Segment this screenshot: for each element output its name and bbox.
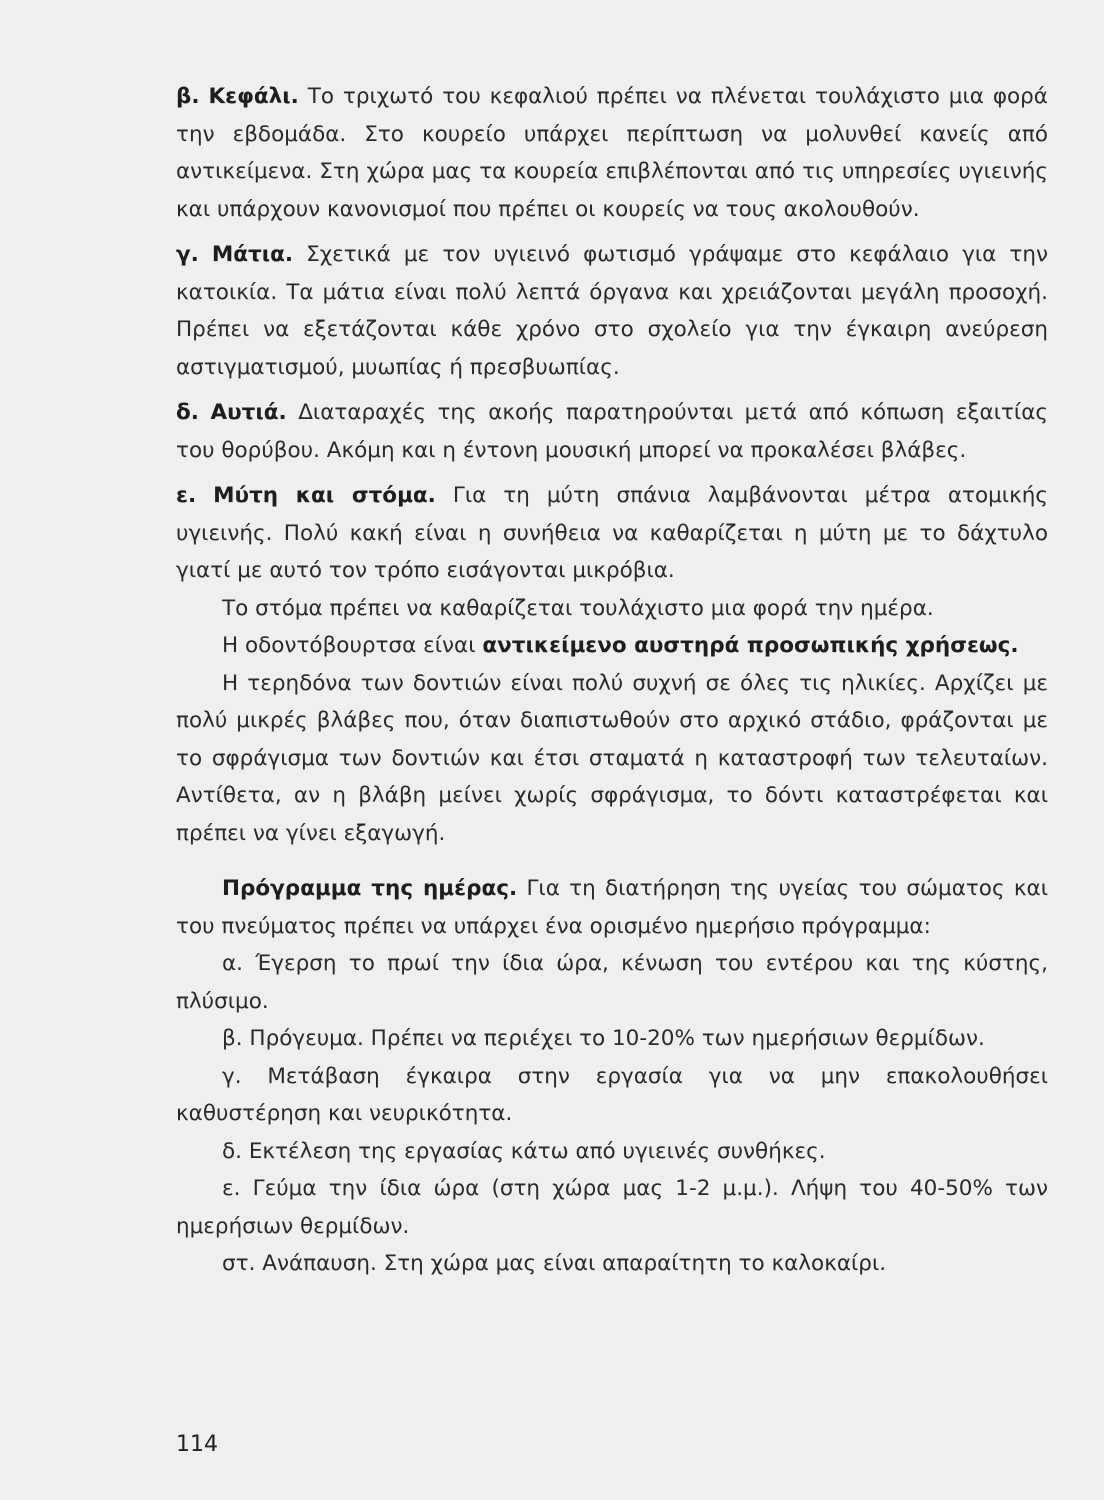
program-item	[176, 1245, 1048, 1283]
section-text: Το τριχωτό του κεφαλιού πρέπει να πλένεται τουλάχιστο μια φορά την εβδομάδα. Στο κουρείο υπάρχει περίπτωση να μολυνθεί κανείς από αντικείμενα. Στη χώρα μας τα κουρεία επιβλέπονται από τις υπηρεσίες υγιεινής και υπάρχουν κανονισμοί που πρέπει οι κουρείς να τους ακολουθούν.	[176, 84, 1048, 222]
section-eyes	[176, 236, 1048, 386]
program-item-text: Γεύμα την ίδια ώρα (στη χώρα μας 1-2 μ.μ.). Λήψη του 40-50% των ημερήσιων θερμίδων.	[176, 1176, 1048, 1239]
mouth-line-1: Το στόμα πρέπει να καθαρίζεται τουλάχιστο μια φορά την ημέρα.	[222, 595, 934, 621]
program-intro-text: Για τη διατήρηση της υγείας του σώματος και του πνεύματος πρέπει να υπάρχει ένα ορισμένο ημερήσιο πρόγραμμα:	[176, 876, 1048, 939]
program-item-marker: στ.	[222, 1251, 256, 1276]
toothbrush-text: Η οδοντόβουρτσα είναι	[222, 633, 476, 658]
section-title: Αυτιά.	[210, 400, 287, 425]
section-marker: β.	[176, 84, 200, 109]
section-ears	[176, 394, 1048, 469]
section-marker: δ.	[176, 400, 199, 425]
program-item-marker: α.	[222, 951, 244, 976]
program-item	[176, 1170, 1048, 1245]
program-item-text: Πρόγευμα. Πρέπει να περιέχει το 10-20% των ημερήσιων θερμίδων.	[249, 1026, 985, 1051]
section-head	[176, 78, 1048, 228]
section-title: Μύτη και στόμα.	[213, 483, 436, 508]
program-intro	[176, 870, 1048, 945]
section-title: Κεφάλι.	[208, 84, 299, 109]
program-item	[176, 945, 1048, 1020]
section-text: Σχετικά με τον υγιεινό φωτισμό γράψαμε στο κεφάλαιο για την κατοικία. Τα μάτια είναι πολύ λεπτά όργανα και χρειάζονται μεγάλη προσοχή. Πρέπει να εξετάζονται κάθε χρόνο στο σχολείο για την έγκαιρη ανεύρεση αστιγματισμού, μυωπίας ή πρεσβυωπίας.	[176, 242, 1048, 380]
toothbrush-emphasis: αντικείμενο αυστηρά προσωπικής χρήσεως.	[482, 633, 1019, 658]
program-item-marker: β.	[222, 1026, 243, 1051]
page-number: 114	[176, 1432, 218, 1457]
section-marker: γ.	[176, 242, 199, 267]
program-item-marker: δ.	[222, 1138, 242, 1164]
program-item	[176, 1133, 1048, 1171]
program-item-marker: ε.	[222, 1176, 241, 1201]
program-item-marker: γ.	[222, 1063, 242, 1089]
program-item-text: Ανάπαυση. Στη χώρα μας είναι απαραίτητη το καλοκαίρι.	[262, 1251, 887, 1276]
section-marker: ε.	[176, 483, 197, 508]
section-text: Για τη μύτη σπάνια λαμβάνονται μέτρα ατομικής υγιεινής. Πολύ κακή είναι η συνήθεια να καθαρίζεται η μύτη με το δάχτυλο γιατί με αυτό τον τρόπο εισάγονται μικρόβια.	[176, 483, 1048, 583]
program-title: Πρόγραμμα της ημέρας.	[222, 876, 518, 901]
program-item-text: Εκτέλεση της εργασίας κάτω από υγιεινές συνθήκες.	[248, 1138, 826, 1164]
program-item-text: Έγερση το πρωί την ίδια ώρα, κένωση του εντέρου και της κύστης, πλύσιμο.	[176, 951, 1048, 1014]
mouth-line-2	[176, 627, 1048, 665]
section-title: Μάτια.	[211, 242, 294, 267]
program-item-text: Μετάβαση έγκαιρα στην εργασία για να μην επακολουθήσει καθυστέρηση και νευρικότητα.	[176, 1063, 1048, 1126]
program-item	[176, 1058, 1048, 1133]
caries-paragraph: Η τερηδόνα των δοντιών είναι πολύ συχνή σε όλες τις ηλικίες. Αρχίζει με πολύ μικρές βλάβες που, όταν διαπιστωθούν στο αρχικό στάδιο, φράζονται με το σφράγισμα των δοντιών και έτσι σταματά η καταστροφή των τελευταίων. Αντίθετα, αν η βλάβη μείνει χωρίς σφράγισμα, το δόντι καταστρέφεται και πρέπει να γίνει εξαγωγή.	[176, 670, 1048, 846]
section-text: Διαταραχές της ακοής παρατηρούνται μετά από κόπωση εξαιτίας του θορύβου. Ακόμη και η έντονη μουσική μπορεί να προκαλέσει βλάβες.	[176, 400, 1048, 463]
section-nose-mouth	[176, 477, 1048, 590]
program-item	[176, 1020, 1048, 1058]
